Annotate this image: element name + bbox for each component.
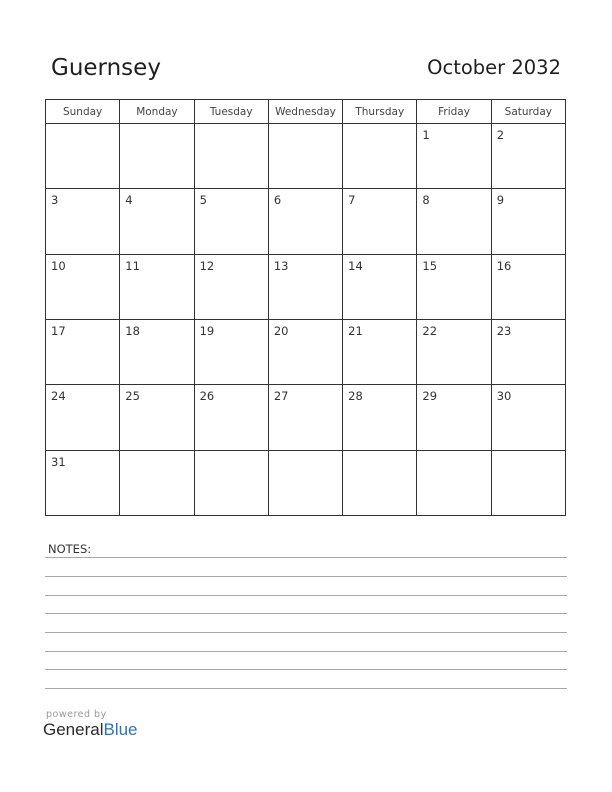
- day-number: 25: [125, 389, 140, 404]
- week-row: [46, 385, 566, 450]
- day-number: 30: [496, 389, 512, 404]
- day-cell: [120, 254, 194, 319]
- notes-line: [45, 613, 567, 614]
- day-number: 19: [199, 323, 215, 338]
- day-number: [120, 124, 193, 128]
- day-cell: [417, 385, 491, 450]
- weekday-header: Thursday: [343, 100, 417, 124]
- day-cell: [268, 450, 342, 515]
- day-number: 9: [496, 193, 505, 208]
- day-cell: [268, 124, 342, 189]
- day-number: 1: [422, 128, 430, 142]
- day-cell: [194, 254, 268, 319]
- day-cell: [268, 319, 342, 384]
- notes-line: [45, 651, 567, 652]
- day-number: 22: [422, 323, 438, 338]
- day-number: 4: [125, 193, 133, 208]
- day-cell: [194, 450, 268, 515]
- calendar-month-year: October 2032: [427, 56, 561, 79]
- notes-line: [45, 669, 567, 670]
- notes-line: [45, 632, 567, 633]
- day-number: [195, 451, 268, 455]
- notes-line: [45, 557, 567, 558]
- day-number: [269, 451, 342, 455]
- day-number: 3: [51, 193, 59, 208]
- day-cell: [491, 319, 565, 384]
- notes-line: [45, 595, 567, 596]
- day-number: 20: [273, 323, 289, 338]
- day-cell: [120, 319, 194, 384]
- calendar-grid: [45, 99, 566, 516]
- day-number: 26: [199, 389, 215, 404]
- week-row: [46, 124, 566, 189]
- week-row: [46, 319, 566, 384]
- day-cell: [343, 450, 417, 515]
- day-cell: [417, 450, 491, 515]
- day-number: 11: [125, 258, 140, 273]
- notes-label: NOTES:: [48, 542, 92, 556]
- day-cell: [491, 385, 565, 450]
- day-cell: [46, 450, 120, 515]
- day-number: 14: [348, 258, 363, 273]
- day-number: 17: [51, 323, 66, 338]
- day-number: [417, 451, 490, 455]
- day-number: 28: [348, 389, 363, 404]
- day-number: [46, 124, 119, 128]
- day-number: 2: [496, 128, 505, 142]
- day-number: 5: [199, 193, 207, 208]
- day-cell: [343, 385, 417, 450]
- day-number: [343, 124, 416, 128]
- day-cell: [120, 124, 194, 189]
- day-cell: [194, 189, 268, 254]
- notes-line: [45, 576, 567, 577]
- day-cell: [268, 189, 342, 254]
- day-number: 21: [348, 323, 363, 338]
- day-number: 16: [496, 258, 512, 273]
- day-cell: [46, 254, 120, 319]
- day-cell: [46, 124, 120, 189]
- brand-general-text: General: [43, 720, 104, 739]
- day-cell: [343, 124, 417, 189]
- day-cell: [417, 189, 491, 254]
- day-cell: [343, 254, 417, 319]
- weekday-header-row: [46, 100, 566, 124]
- powered-by-text: powered by: [46, 709, 107, 720]
- week-row: [46, 450, 566, 515]
- week-row: [46, 254, 566, 319]
- day-number: [269, 124, 342, 128]
- day-cell: [120, 450, 194, 515]
- day-cell: [268, 254, 342, 319]
- day-cell: [46, 319, 120, 384]
- calendar-country-title: Guernsey: [51, 55, 161, 81]
- day-number: [195, 124, 268, 128]
- day-number: 15: [422, 258, 438, 273]
- day-number: 12: [199, 258, 215, 273]
- weekday-header: Monday: [120, 100, 194, 124]
- day-number: [492, 451, 565, 455]
- generalblue-logo[interactable]: [43, 720, 138, 740]
- weekday-header: Saturday: [491, 100, 565, 124]
- day-cell: [120, 385, 194, 450]
- day-number: 10: [51, 258, 66, 273]
- day-cell: [268, 385, 342, 450]
- day-cell: [417, 254, 491, 319]
- day-number: [343, 451, 416, 455]
- day-number: 6: [273, 193, 282, 208]
- day-number: 13: [273, 258, 289, 273]
- day-cell: [46, 385, 120, 450]
- week-row: [46, 189, 566, 254]
- day-cell: [343, 319, 417, 384]
- day-cell: [120, 189, 194, 254]
- day-number: 18: [125, 323, 140, 338]
- day-number: [120, 451, 193, 455]
- day-cell: [194, 385, 268, 450]
- brand-blue-text: Blue: [103, 720, 138, 739]
- weekday-header: Tuesday: [194, 100, 268, 124]
- day-number: 23: [496, 323, 512, 338]
- weekday-header: Friday: [417, 100, 491, 124]
- day-cell: [343, 189, 417, 254]
- weekday-header: Sunday: [46, 100, 120, 124]
- day-cell: [491, 450, 565, 515]
- day-cell: [491, 124, 565, 189]
- day-cell: [194, 124, 268, 189]
- day-cell: [194, 319, 268, 384]
- day-number: 7: [348, 193, 356, 208]
- day-number: 27: [273, 389, 289, 404]
- day-cell: [491, 254, 565, 319]
- day-cell: [46, 189, 120, 254]
- day-number: 29: [422, 389, 438, 404]
- day-cell: [417, 124, 491, 189]
- day-cell: [491, 189, 565, 254]
- day-cell: [417, 319, 491, 384]
- day-number: 31: [51, 454, 66, 469]
- weekday-header: Wednesday: [268, 100, 342, 124]
- day-number: 8: [422, 193, 430, 208]
- day-number: 24: [51, 389, 66, 404]
- notes-line: [45, 688, 567, 689]
